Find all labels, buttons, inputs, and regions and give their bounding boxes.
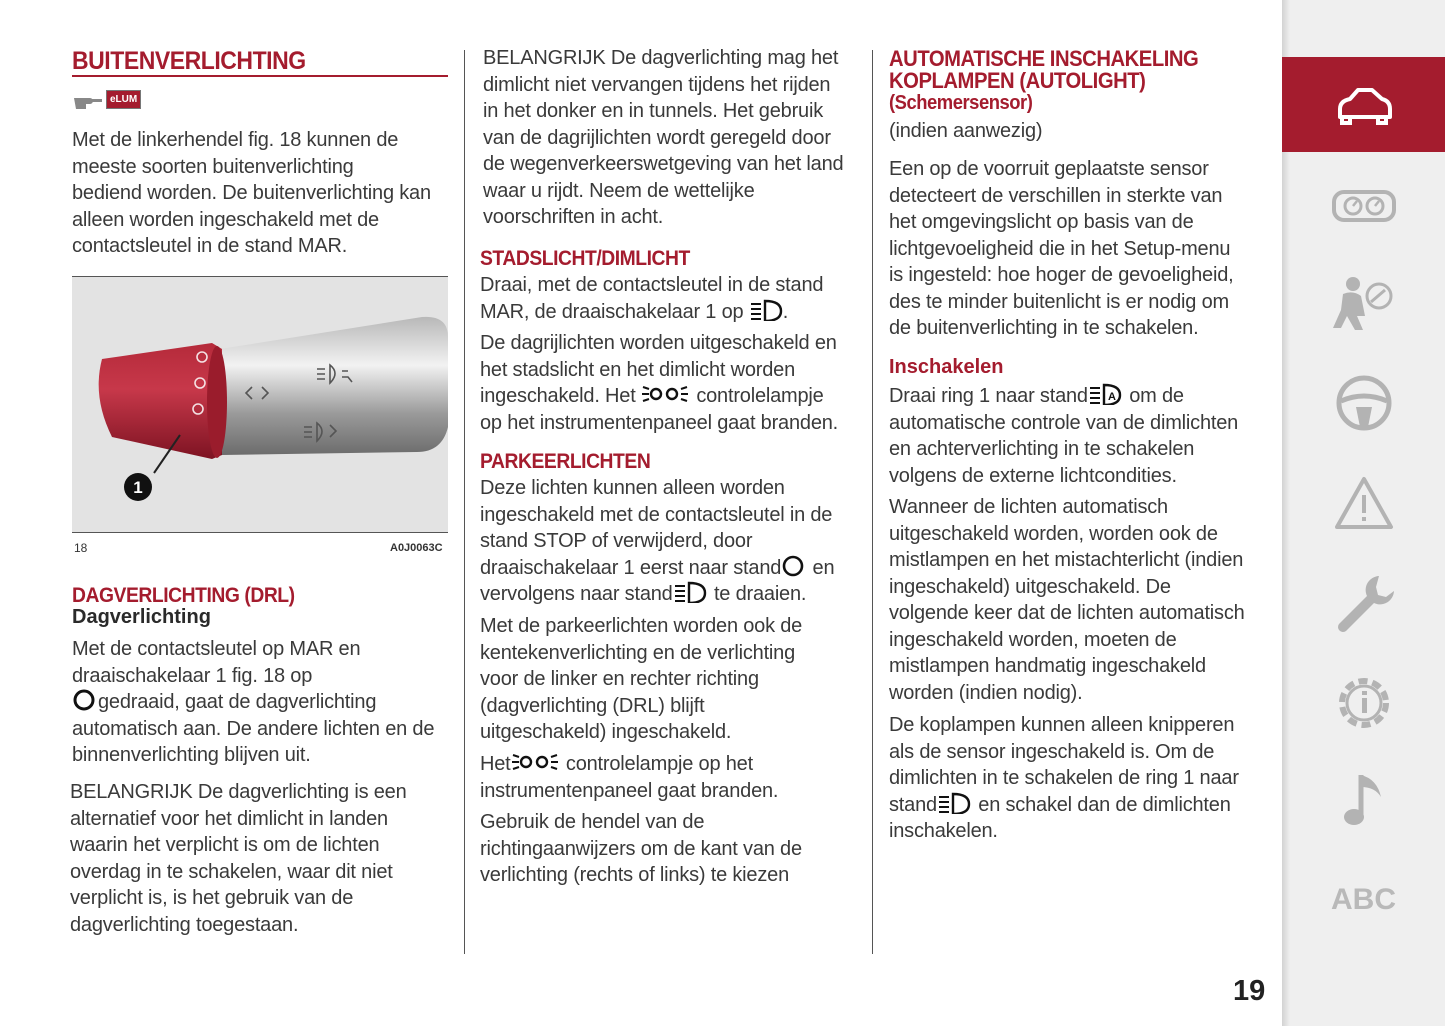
auto-light-symbol-icon <box>1088 383 1124 405</box>
car-icon <box>1332 83 1396 127</box>
low-beam-symbol-icon <box>749 299 783 321</box>
callout-1: 1 <box>133 478 143 497</box>
info-gear-icon <box>1333 672 1395 734</box>
abc-index-label: ABC <box>1331 882 1396 916</box>
tab-maintenance[interactable] <box>1282 555 1445 650</box>
dashboard-icon <box>1331 184 1397 228</box>
tab-index[interactable] <box>1282 852 1445 947</box>
column-divider-2 <box>872 50 873 954</box>
autolight-title-line1: AUTOMATISCHE INSCHAKELING <box>889 46 1199 71</box>
music-icon <box>1339 771 1389 833</box>
drl-title: DAGVERLICHTING (DRL) <box>72 584 295 607</box>
figure-code: A0J0063C <box>390 542 443 554</box>
inschakelen-title: Inschakelen <box>889 356 1004 378</box>
stadslicht-paragraph-2: De dagrijlichten worden uitgeschakeld en het stadslicht en het dimlicht worden ingeschakeld. Het controlelampje op het instrumentenpaneel gaat branden. <box>480 332 839 434</box>
parkeerlichten-paragraph-4: Gebruik de hendel van de richtingaanwijzers om de kant van de verlichting (rechts of links) te kiezen <box>480 811 802 886</box>
position-lights-indicator-icon <box>511 751 561 773</box>
figure-number: 18 <box>74 541 88 555</box>
tab-vehicle[interactable] <box>1282 57 1445 152</box>
autolight-title-line3: (Schemersensor) <box>889 92 1033 114</box>
parkeerlichten-paragraph-3: Het controlelampje op het instrumentenpaneel gaat branden. <box>480 753 779 802</box>
page-number: 19 <box>1233 975 1266 1007</box>
drl-important-paragraph: BELANGRIJK De dagverlichting is een alternatief voor het dimlicht in landen waarin het verplicht is om de lichten overdag in te schakelen, waar dit niet verplicht is, is het gebruik van de dagverlichting toegestaan. <box>70 781 407 936</box>
position-lights-indicator-icon <box>641 383 691 405</box>
autolight-paragraph-1: Een op de voorruit geplaatste sensor detecteert de verschillen in sterkte van het omgevingslicht op basis van de lichtgevoeligheid die in het Setup-menu is ingesteld: hoe hoger de gevoeligheid, des te minder buitenlicht is er nodig om de buitenverlichting in te schakelen. <box>889 158 1234 339</box>
low-beam-symbol-icon <box>673 581 709 603</box>
wrench-icon <box>1333 572 1395 634</box>
steering-wheel-icon <box>1334 373 1394 433</box>
column-divider-1 <box>464 50 465 954</box>
drl-paragraph: Met de contactsleutel op MAR en draaischakelaar 1 fig. 18 op gedraaid, gaat de dagverlichting automatisch aan. De andere lichten en de binnenverlichting blijven uit. <box>72 638 435 766</box>
svg-text:A: A <box>1107 391 1116 403</box>
autolight-availability: (indien aanwezig) <box>889 120 1043 142</box>
parkeerlichten-paragraph-1: Deze lichten kunnen alleen worden ingeschakeld met de contactsleutel in de stand STOP of verwijderd, door draaischakelaar 1 eerst naar stand en vervolgens naar stand te draaien. <box>480 477 835 605</box>
warning-icon <box>1333 475 1395 531</box>
autolight-paragraph-3: Wanneer de lichten automatisch uitgeschakeld worden, worden ook de mistlampen en het mistachterlicht (indien ingeschakeld) uitgeschakeld. De volgende keer dat de lichten automatisch ingeschakeld worden, moeten de mistlampen handmatig ingeschakeld worden (indien nodig). <box>889 496 1245 704</box>
tab-dashboard[interactable] <box>1282 158 1445 253</box>
drl-subtitle: Dagverlichting <box>72 606 211 628</box>
stadslicht-title: STADSLICHT/DIMLICHT <box>480 247 690 270</box>
figure-18-stalk <box>72 276 448 533</box>
low-beam-symbol-icon <box>937 792 973 814</box>
elum-badge[interactable]: eLUM <box>106 90 141 109</box>
tab-technical-data[interactable] <box>1282 655 1445 750</box>
off-position-symbol-icon <box>781 555 807 577</box>
important-paragraph-col2: BELANGRIJK De dagverlichting mag het dimlicht niet vervangen tijdens het rijden in het donker en in tunnels. Het gebruik van de dagrijlichten wordt geregeld door de wegenverkeerswetgeving van het land waar u rijdt. Neem de wettelijke voorschriften in acht. <box>483 47 844 228</box>
title-underline <box>72 75 448 77</box>
safety-icon <box>1331 274 1397 334</box>
tab-multimedia[interactable] <box>1282 754 1445 849</box>
intro-paragraph: Met de linkerhendel fig. 18 kunnen de meeste soorten buitenverlichting bediend worden. De buitenverlichting kan alleen worden ingeschakeld met de contactsleutel in de stand MAR. <box>72 129 431 257</box>
parkeerlichten-paragraph-2: Met de parkeerlichten worden ook de kentekenverlichting en de verlichting voor de linker en rechter richting (dagverlichting (DRL) blijft uitgeschakeld) ingeschakeld. <box>480 615 803 743</box>
daylight-off-symbol-icon <box>72 689 98 711</box>
tab-safety[interactable] <box>1282 256 1445 351</box>
stadslicht-paragraph-1: Draai, met de contactsleutel in de stand MAR, de draaischakelaar 1 op . <box>480 274 824 323</box>
tab-driving[interactable] <box>1282 355 1445 450</box>
autolight-title-line2: KOPLAMPEN (AUTOLIGHT) <box>889 68 1146 93</box>
chapter-sidebar <box>1282 0 1445 1026</box>
autolight-paragraph-2: Draai ring 1 naar stand A om de automatische controle van de dimlichten en achterverlichting in te schakelen volgens de externe lichtcondities. <box>889 385 1239 487</box>
section-title-buitenverlichting: BUITENVERLICHTING <box>72 47 306 75</box>
parkeerlichten-title: PARKEERLICHTEN <box>480 450 651 473</box>
pointing-hand-icon <box>72 92 106 112</box>
autolight-paragraph-4: De koplampen kunnen alleen knipperen als de sensor ingeschakeld is. Om de dimlichten in te schakelen de ring 1 naar stand en schakel dan de dimlichten inschakelen. <box>889 714 1239 842</box>
light-switch-stalk-illustration <box>72 277 448 532</box>
tab-warnings[interactable] <box>1282 455 1445 550</box>
